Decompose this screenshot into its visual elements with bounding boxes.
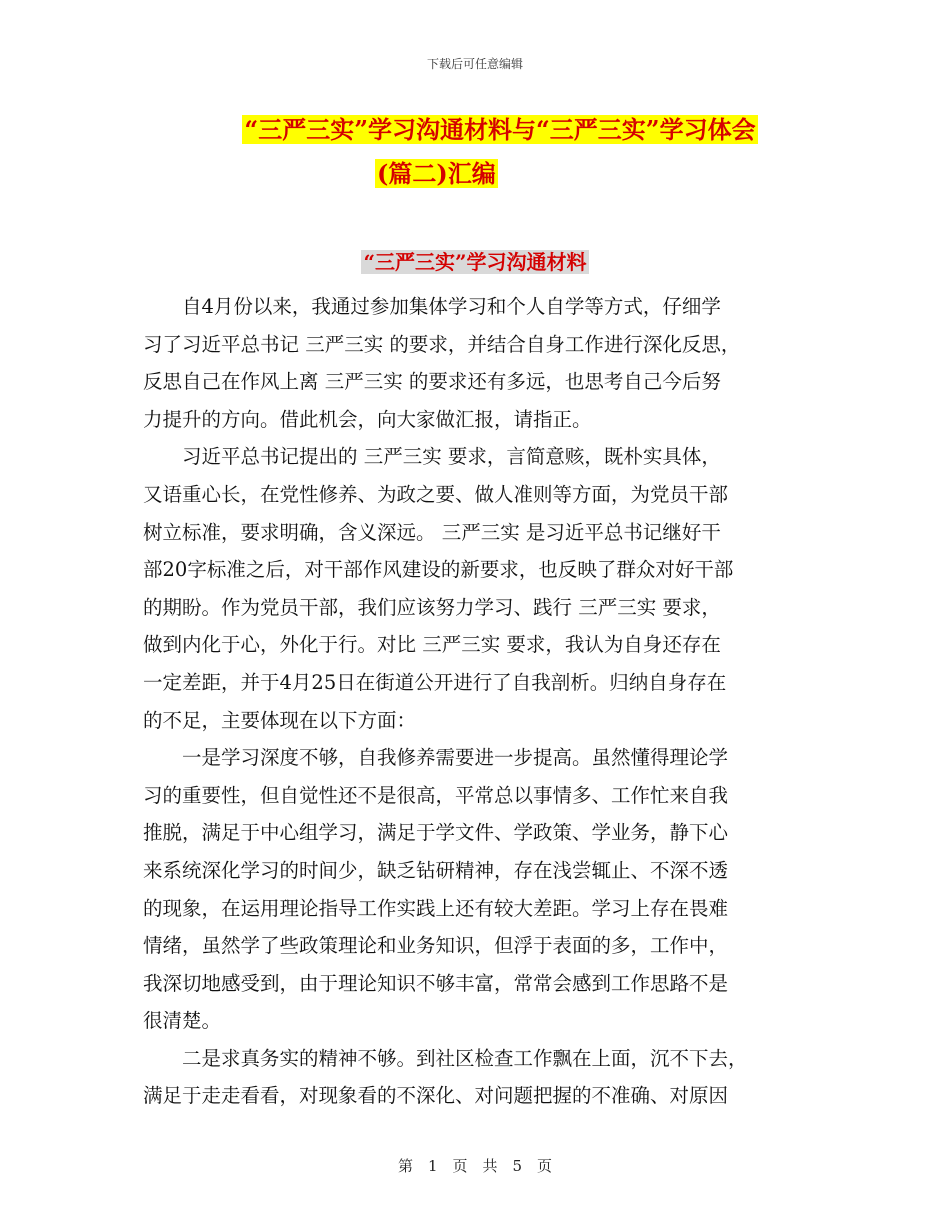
text-line: 情绪，虽然学了些政策理论和业务知识，但浮于表面的多，工作中， (143, 934, 729, 958)
header-note: 下载后可任意编辑 (426, 57, 523, 71)
text-line: 一是学习深度不够，自我修养需要进一步提高。虽然懂得理论学 (143, 746, 729, 770)
text-line: 二是求真务实的精神不够。到社区检查工作飘在上面，沉不下去， (143, 1046, 748, 1070)
text-line: 部20字标准之后，对干部作风建设的新要求，也反映了群众对好干部 (143, 558, 734, 582)
body-text (143, 288, 815, 1115)
text-line: 反思自己在作风上离 三严三实 的要求还有多远，也思考自己今后努 (143, 370, 721, 394)
section-title (0, 245, 950, 279)
text-line: 自4月份以来，我通过参加集体学习和个人自学等方式，仔细学 (143, 295, 721, 318)
title-highlight: (篇二)汇编 (377, 159, 496, 188)
document-title-line-1 (195, 110, 805, 150)
text-line: 的现象，在运用理论指导工作实践上还有较大差距。学习上存在畏难 (143, 896, 729, 920)
document-title-line-2 (375, 154, 575, 194)
text-line: 力提升的方向。借此机会，向大家做汇报，请指正。 (143, 407, 592, 431)
text-line: 我深切地感受到，由于理论知识不够丰富，常常会感到工作思路不是 (143, 971, 729, 995)
text-line: 来系统深化学习的时间少，缺乏钻研精神，存在浅尝辄止、不深不透 (143, 858, 729, 882)
text-line: 一定差距，并于4月25日在街道公开进行了自我剖析。归纳自身存在 (143, 670, 727, 694)
section-title-highlight: “三严三实”学习沟通材料 (363, 250, 587, 274)
text-line: 很清楚。 (143, 1009, 222, 1033)
text-line: 又语重心长，在党性修养、为政之要、做人准则等方面，为党员干部 (143, 482, 729, 506)
text-line: 的不足，主要体现在以下方面： (143, 708, 417, 732)
text-line: 习的重要性，但自觉性还不是很高，平常总以事情多、工作忙来自我 (143, 783, 729, 807)
title-highlight: “三严三实”学习沟通材料与“三严三实”学习体会 (244, 115, 756, 144)
text-line: 做到内化于心，外化于行。对比 三严三实 要求，我认为自身还存在 (143, 633, 721, 657)
text-line: 的期盼。作为党员干部，我们应该努力学习、践行 三严三实 要求， (143, 595, 721, 619)
text-line: 满足于走走看看，对现象看的不深化、对问题把握的不准确、对原因 (143, 1084, 729, 1108)
page-footer: 第 1 页 共 5 页 (397, 1157, 553, 1175)
text-line: 习近平总书记提出的 三严三实 要求，言简意赅，既朴实具体， (143, 445, 721, 469)
text-line: 树立标准，要求明确，含义深远。 三严三实 是习近平总书记继好干 (143, 520, 721, 544)
text-line: 推脱，满足于中心组学习，满足于学文件、学政策、学业务，静下心 (143, 821, 729, 845)
text-line: 习了习近平总书记 三严三实 的要求，并结合自身工作进行深化反思， (143, 332, 741, 356)
